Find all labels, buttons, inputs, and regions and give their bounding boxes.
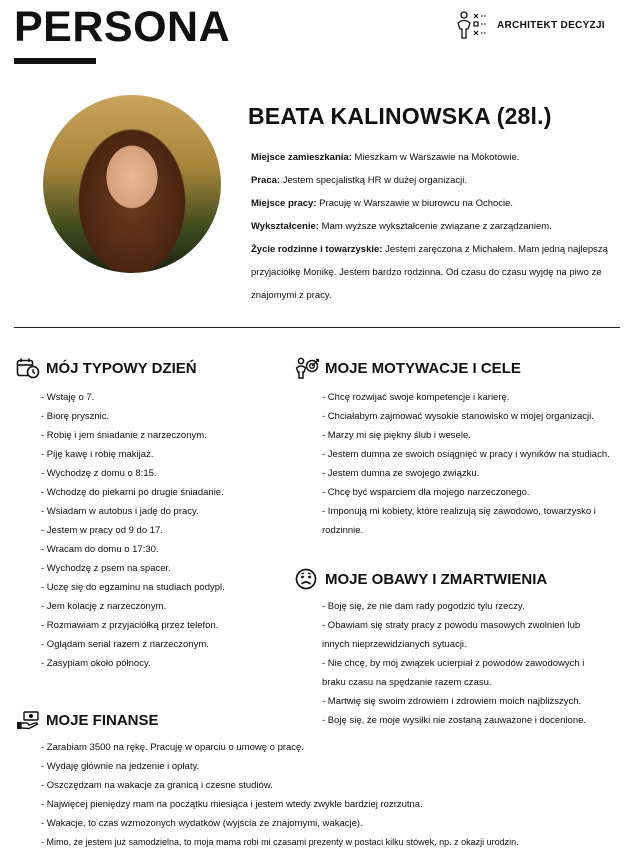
brand-label: ARCHITEKT DECYZJI	[497, 19, 605, 31]
motivations-section-header	[295, 357, 521, 379]
list-item: - Wydaję głównie na jedzenie i opłaty.	[41, 761, 200, 772]
info-label: Życie rodzinne i towarzyskie:	[251, 244, 383, 255]
list-item: - Wchodzę do piekarni po drugie śniadanie.	[41, 487, 224, 498]
info-value: Mieszkam w Warszawie na Mokotowie.	[354, 152, 520, 163]
info-value: Jestem zaręczona z Michałem. Mam jedną najlepszą przyjaciółkę Monikę. Jestem bardzo rodzinna. Od czasu do czasu wyjdę na piwo ze znajomymi z pracy.	[251, 244, 608, 301]
finance-section-header	[16, 710, 159, 730]
list-item: - Chcę być wsparciem dla mojego narzeczonego.	[322, 487, 530, 498]
info-label: Wykształcenie:	[251, 221, 319, 232]
info-value: Mam wyższe wykształcenie związane z zarządzaniem.	[321, 221, 552, 232]
list-item: - Uczę się do egzaminu na studiach podypl.	[41, 582, 225, 593]
list-item: - Wstaję o 7.	[41, 392, 95, 403]
person-target-icon	[295, 357, 319, 379]
list-item: - Jem kolację z narzeczonym.	[41, 601, 167, 612]
day-section-title: MÓJ TYPOWY DZIEŃ	[46, 359, 197, 377]
worries-section-header	[295, 568, 547, 590]
list-item: - Wsiadam w autobus i jadę do pracy.	[41, 506, 199, 517]
list-item: - Robię i jem śniadanie z narzeczonym.	[41, 430, 207, 441]
page-title: PERSONA	[14, 3, 231, 51]
list-item: - Boję się, że moje wysiłki nie zostaną zauważone i docenione.	[322, 715, 587, 726]
calendar-clock-icon	[16, 357, 40, 379]
worries-list	[322, 597, 594, 730]
list-item: - Oglądam serial razem z narzeczonym.	[41, 639, 209, 650]
info-value: Jestem specjalistką HR w dużej organizacji.	[282, 175, 467, 186]
list-item: - Najwięcej pieniędzy mam na początku miesiąca i jestem wtedy zwykle bardziej rozrzutna.	[41, 799, 423, 810]
list-item: - Martwię się swoim zdrowiem i zdrowiem moich najbliższych.	[322, 696, 582, 707]
list-item: - Obawiam się straty pracy z powodu masowych zwolnień lub innych nieprzewidzianych sytuacji.	[322, 620, 581, 650]
list-item: - Zasypiam około północy.	[41, 658, 151, 669]
finance-section-title: MOJE FINANSE	[46, 711, 159, 729]
list-item: - Oszczędzam na wakacje za granicą i czesne studiów.	[41, 780, 273, 791]
list-item: - Mimo, że jestem już samodzielna, to moja mama robi mi czasami prezenty w postaci kilku stówek, np. z okazji urodzin.	[41, 837, 519, 847]
motivations-section-title: MOJE MOTYWACJE I CELE	[325, 359, 521, 377]
list-item: - Wracam do domu o 17:30.	[41, 544, 159, 555]
finance-list	[41, 738, 636, 852]
info-row	[251, 215, 621, 238]
list-item: - Nie chcę, by mój związek ucierpiał z powodów zawodowych i braku czasu na spędzanie razem czasu.	[322, 658, 585, 688]
motivations-list	[322, 388, 622, 540]
info-row	[251, 146, 621, 169]
list-item: - Jestem dumna ze swojego związku.	[322, 468, 480, 479]
persona-name: BEATA KALINOWSKA (28l.)	[248, 103, 552, 129]
day-section-header	[16, 357, 197, 379]
info-value: Pracuję w Warszawie w biurowcu na Ochocie.	[319, 198, 514, 209]
list-item: - Biorę prysznic.	[41, 411, 110, 422]
list-item: - Wychodzę z psem na spacer.	[41, 563, 171, 574]
money-hand-icon	[16, 710, 40, 730]
worried-face-icon	[295, 568, 319, 590]
profile-info	[251, 146, 621, 307]
avatar	[43, 95, 221, 273]
list-item: - Piję kawę i robię makijaż.	[41, 449, 154, 460]
title-underline	[14, 58, 96, 64]
list-item: - Wychodzę z domu o 8:15.	[41, 468, 157, 479]
worries-section-title: MOJE OBAWY I ZMARTWIENIA	[325, 570, 548, 588]
person-decision-icon	[455, 10, 489, 40]
list-item: - Imponują mi kobiety, które realizują się zawodowo, towarzysko i rodzinnie.	[322, 506, 596, 536]
list-item: - Jestem w pracy od 9 do 17.	[41, 525, 163, 536]
list-item: - Chciałabym zajmować wysokie stanowisko w mojej organizacji.	[322, 411, 594, 422]
brand-logo	[455, 10, 605, 40]
list-item: - Wakacje, to czas wzmożonych wydatków (wyjścia ze znajomymi, wakacje).	[41, 818, 363, 829]
info-label: Miejsce pracy:	[251, 198, 317, 209]
list-item: - Zarabiam 3500 na rękę. Pracuję w oparciu o umowę o pracę.	[41, 742, 304, 753]
list-item: - Rozmawiam z przyjaciółką przez telefon.	[41, 620, 219, 631]
list-item: - Marzy mi się piękny ślub i wesele.	[322, 430, 471, 441]
section-divider	[14, 327, 620, 328]
info-row	[251, 238, 621, 307]
info-row	[251, 169, 621, 192]
info-label: Praca:	[251, 175, 281, 186]
list-item: - Boję się, że nie dam rady pogodzić tylu rzeczy.	[322, 601, 525, 612]
info-row	[251, 192, 621, 215]
list-item: - Jestem dumna ze swoich osiągnięć w pracy i wyników na studiach.	[322, 449, 610, 460]
info-label: Miejsce zamieszkania:	[251, 152, 352, 163]
day-list	[41, 388, 281, 673]
list-item: - Chcę rozwijać swoje kompetencje i karierę.	[322, 392, 510, 403]
